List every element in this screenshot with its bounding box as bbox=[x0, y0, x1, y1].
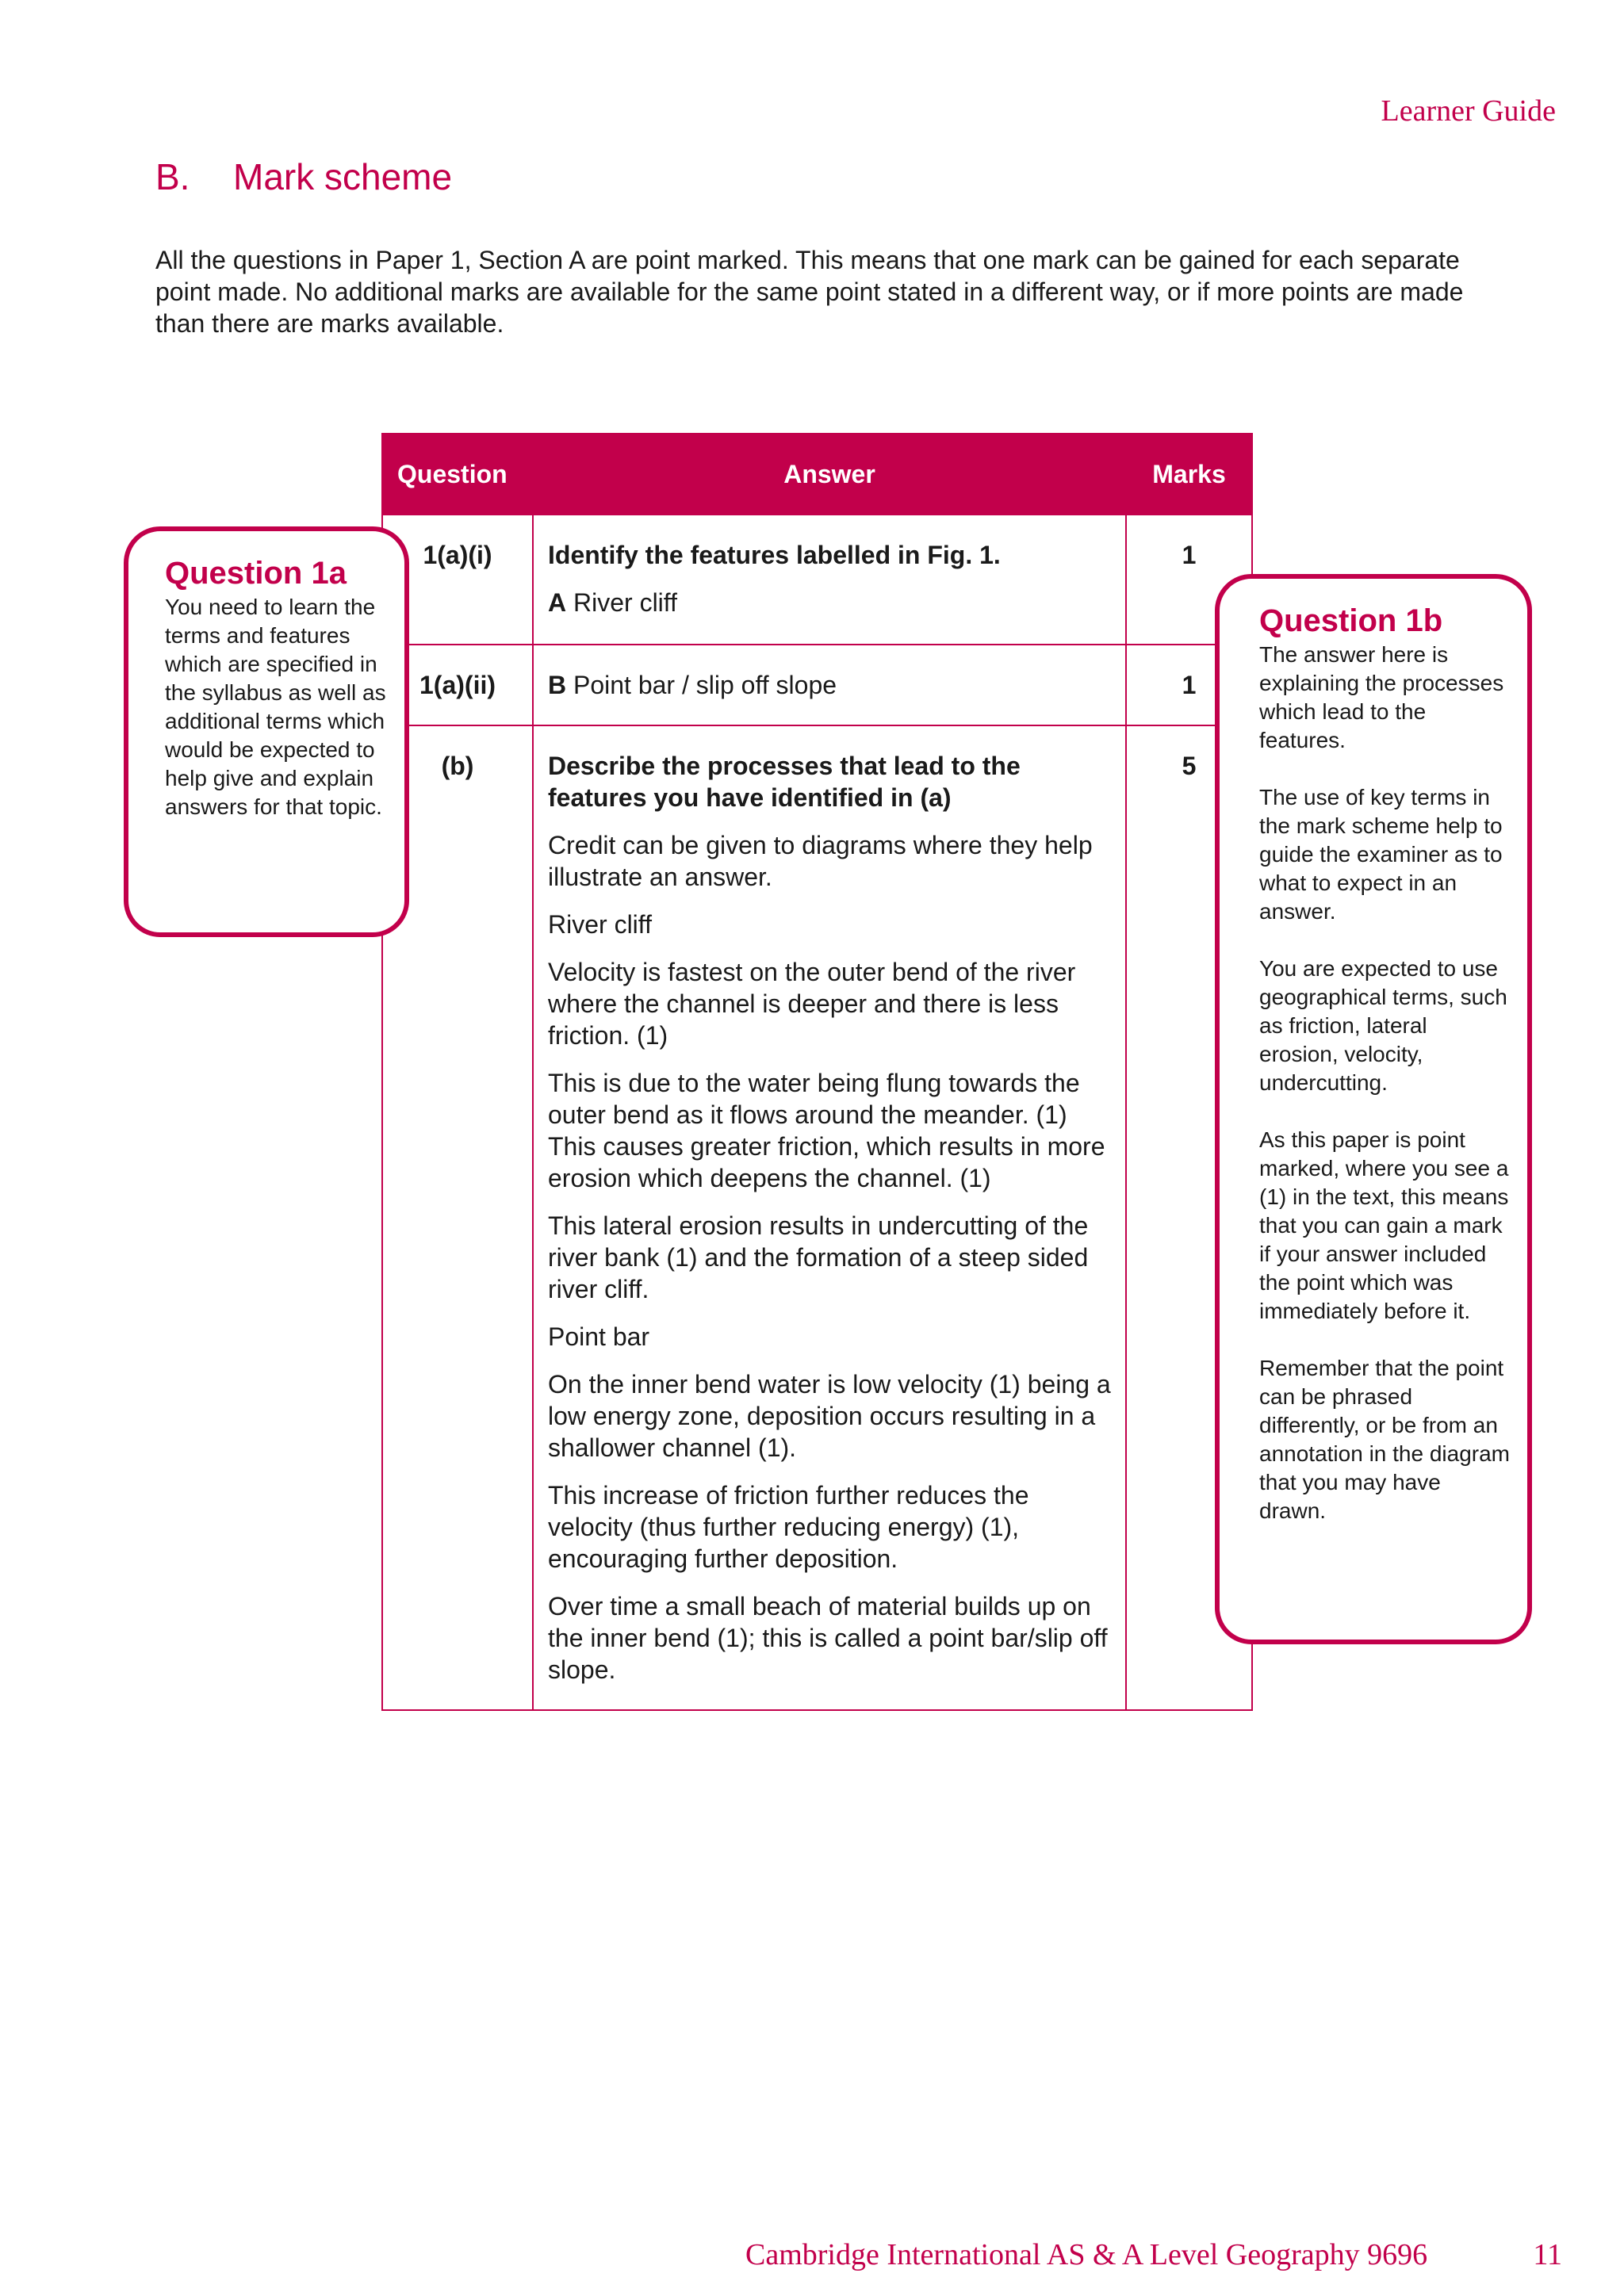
answer-label: A bbox=[548, 588, 567, 617]
answer-label: B bbox=[548, 671, 567, 699]
answer-subheading: River cliff bbox=[548, 910, 652, 939]
intro-paragraph: All the questions in Paper 1, Section A are point marked. This means that one mark can be gained for each separate point made. No additional marks are available for the same point stated in a different way, or if more points are made than there are marks available. bbox=[155, 246, 1464, 338]
footer-title: Cambridge International AS & A Level Geography 9696 bbox=[745, 2238, 1428, 2271]
answer-paragraph: Over time a small beach of material builds up on the inner bend (1); this is called a point bar/slip off slope. bbox=[548, 1592, 1108, 1684]
callout-text: The answer here is explaining the processes which lead to the features. bbox=[1259, 642, 1504, 752]
section-title bbox=[155, 155, 452, 198]
answer-cell bbox=[533, 645, 1126, 725]
answer-paragraph: Credit can be given to diagrams where they help illustrate an answer. bbox=[548, 831, 1093, 891]
answer-line bbox=[548, 669, 1111, 701]
callout-title: Question 1b bbox=[1259, 603, 1443, 638]
callout-title: Question 1a bbox=[165, 556, 347, 591]
header-question: Question bbox=[382, 434, 533, 515]
header-answer: Answer bbox=[533, 434, 1126, 515]
section-title-text: Mark scheme bbox=[233, 156, 453, 197]
callout-text: As this paper is point marked, where you see a (1) in the text, this means that you can gain a mark if your answer included the point which was immediately before it. bbox=[1259, 1127, 1509, 1323]
table-row bbox=[382, 515, 1252, 645]
question-id: (b) bbox=[382, 725, 533, 1710]
marks-value: 1 bbox=[1126, 645, 1252, 725]
mark-scheme-table bbox=[381, 433, 1253, 1711]
answer-cell bbox=[533, 515, 1126, 645]
callout-text: Remember that the point can be phrased differently, or be from an annotation in the diagram that you may have drawn. bbox=[1259, 1356, 1510, 1523]
answer-line bbox=[548, 587, 1111, 618]
answer-paragraph: On the inner bend water is low velocity (1) being a low energy zone, deposition occurs resulting in a shallower channel (1). bbox=[548, 1370, 1111, 1462]
answer-subheading: Point bar bbox=[548, 1322, 650, 1351]
table-row bbox=[382, 725, 1252, 1710]
answer-cell bbox=[533, 725, 1126, 1710]
answer-text: Point bar / slip off slope bbox=[573, 671, 837, 699]
callout-text: You need to learn the terms and features which are specified in the syllabus as well as additional terms which would be expected to help give and explain answers for that topic. bbox=[165, 595, 386, 819]
table-header-row bbox=[382, 434, 1252, 515]
answer-paragraph: This is due to the water being flung towards the outer bend as it flows around the meander. (1) This causes greater friction, which results in more erosion which deepens the channel. (1) bbox=[548, 1069, 1105, 1192]
callout-text: The use of key terms in the mark scheme help to guide the examiner as to what to expect in an answer. bbox=[1259, 785, 1503, 924]
section-number: B. bbox=[155, 156, 190, 197]
callout-text: You are expected to use geographical terms, such as friction, lateral erosion, velocity, undercutting. bbox=[1259, 956, 1507, 1095]
answer-paragraph: This lateral erosion results in undercutting of the river bank (1) and the formation of a steep sided river cliff. bbox=[548, 1211, 1089, 1303]
table-row bbox=[382, 645, 1252, 725]
answer-prompt: Identify the features labelled in Fig. 1. bbox=[548, 541, 1001, 569]
question-id: 1(a)(i) bbox=[382, 515, 533, 645]
answer-prompt: Describe the processes that lead to the features you have identified in (a) bbox=[548, 752, 1021, 812]
header-marks: Marks bbox=[1126, 434, 1252, 515]
question-id: 1(a)(ii) bbox=[382, 645, 533, 725]
answer-paragraph: This increase of friction further reduces the velocity (thus further reducing energy) (1), encouraging further deposition. bbox=[548, 1481, 1029, 1573]
callout-question-1a bbox=[124, 526, 409, 937]
answer-paragraph: Velocity is fastest on the outer bend of the river where the channel is deeper and there is less friction. (1) bbox=[548, 958, 1076, 1050]
page-number: 11 bbox=[1533, 2238, 1562, 2271]
answer-text: River cliff bbox=[573, 588, 677, 617]
marks-value: 1 bbox=[1126, 515, 1252, 645]
header-learner-guide: Learner Guide bbox=[1381, 94, 1556, 128]
marks-value: 5 bbox=[1126, 725, 1252, 1710]
callout-question-1b bbox=[1215, 574, 1532, 1644]
